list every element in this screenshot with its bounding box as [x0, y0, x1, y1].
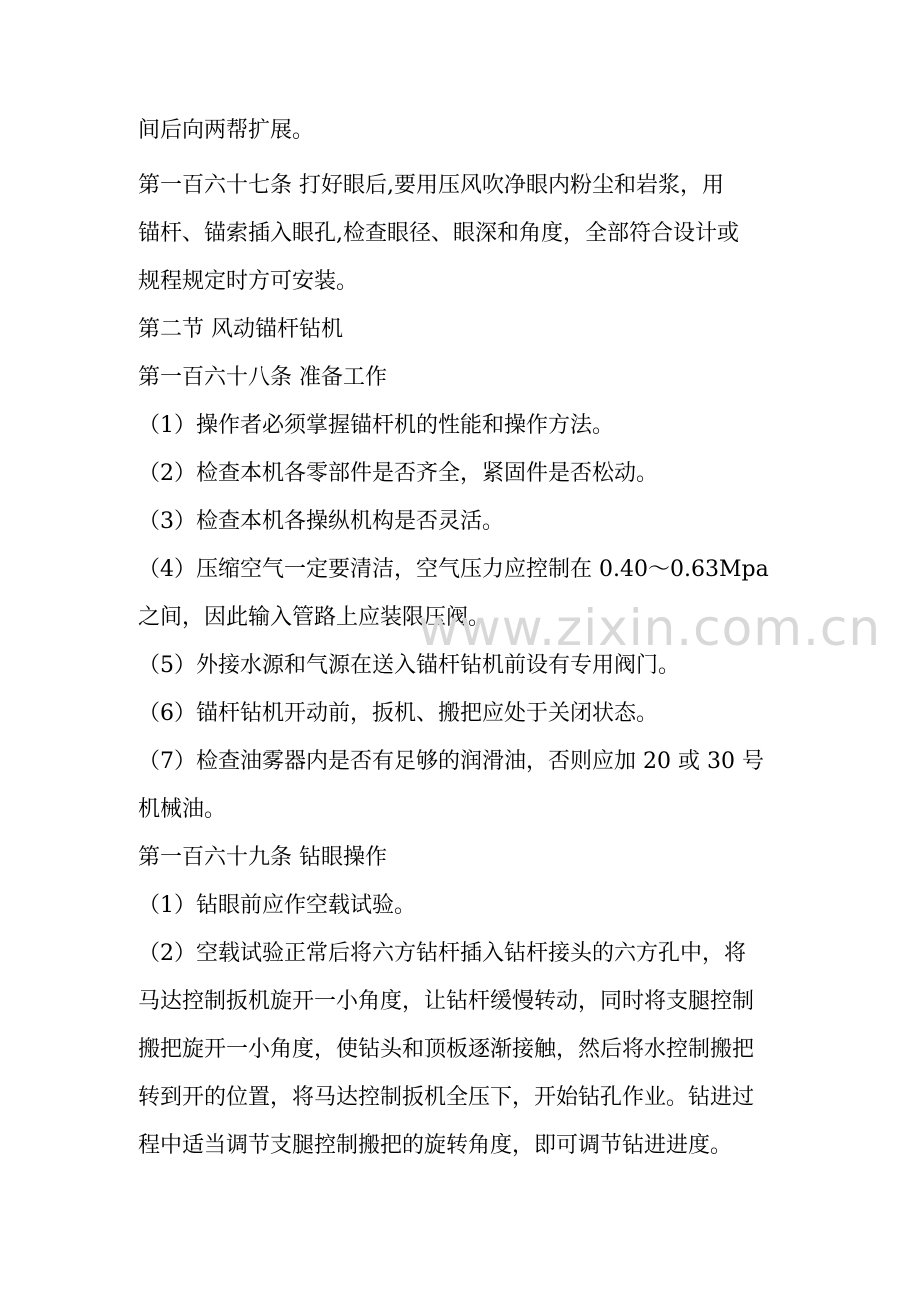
list-item: （6）锚杆钻机开动前，扳机、搬把应处于关闭状态。: [138, 701, 658, 726]
text-line: 程中适当调节支腿控制搬把的旋转角度，即可调节钻进进度。: [138, 1133, 733, 1158]
text-line: 之间，因此输入管路上应装限压阀。: [138, 605, 491, 630]
list-item: （7）检查油雾器内是否有足够的润滑油，否则应加 20 或 30 号: [138, 749, 764, 774]
list-item: （4）压缩空气一定要清洁，空气压力应控制在 0.40～0.63Mpa: [138, 557, 769, 582]
article-heading: 第一百六十九条 钻眼操作: [138, 845, 387, 870]
text-line: 马达控制扳机旋开一小角度，让钻杆缓慢转动，同时将支腿控制: [138, 989, 755, 1014]
list-item: （1）操作者必须掌握锚杆机的性能和操作方法。: [138, 413, 614, 438]
text-line: 机械油。: [138, 797, 227, 822]
section-heading: 第二节 风动锚杆钻机: [138, 317, 343, 342]
watermark-text: www.zixin.com.cn: [418, 599, 882, 657]
text-line: 规程规定时方可安装。: [138, 269, 359, 294]
text-line: 间后向两帮扩展。: [138, 118, 315, 143]
text-line: 第一百六十七条 打好眼后,要用压风吹净眼内粉尘和岩浆，用: [138, 173, 724, 198]
article-heading: 第一百六十八条 准备工作: [138, 365, 387, 390]
list-item: （2）空载试验正常后将六方钻杆插入钻杆接头的六方孔中，将: [138, 941, 746, 966]
list-item: （5）外接水源和气源在送入锚杆钻机前设有专用阀门。: [138, 653, 680, 678]
list-item: （1）钻眼前应作空载试验。: [138, 893, 416, 918]
text-line: 锚杆、锚索插入眼孔,检查眼径、眼深和角度，全部符合设计或: [138, 221, 739, 246]
list-item: （2）检查本机各零部件是否齐全，紧固件是否松动。: [138, 461, 658, 486]
text-line: 转到开的位置，将马达控制扳机全压下，开始钻孔作业。钻进过: [138, 1085, 755, 1110]
text-line: 搬把旋开一小角度，使钻头和顶板逐渐接触，然后将水控制搬把: [138, 1037, 755, 1062]
list-item: （3）检查本机各操纵机构是否灵活。: [138, 509, 504, 534]
